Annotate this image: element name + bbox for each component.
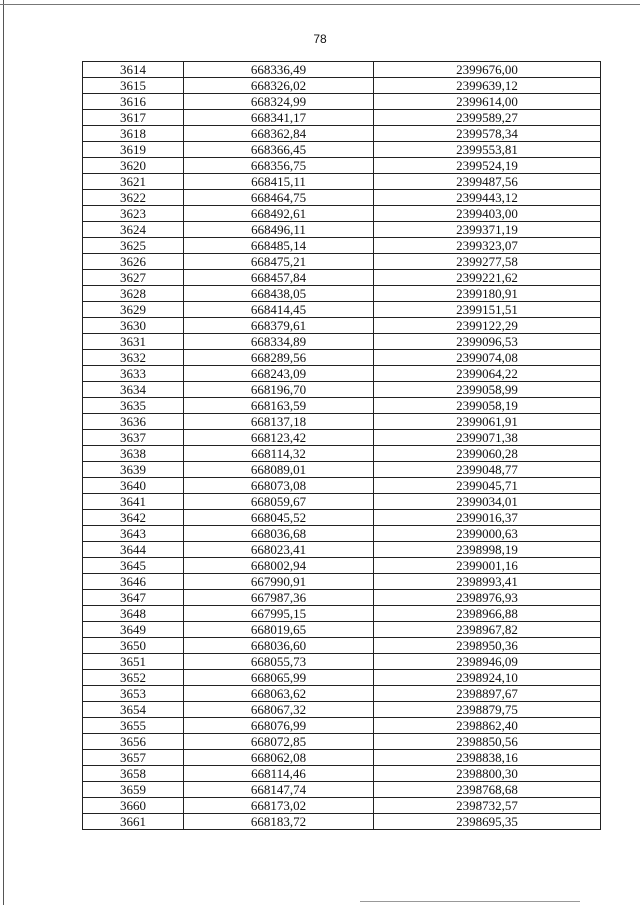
table-row — [83, 174, 601, 190]
point-number-cell: 3625 — [83, 238, 184, 254]
scan-edge-bottom — [360, 901, 580, 902]
point-number-cell: 3630 — [83, 318, 184, 334]
table-row — [83, 430, 601, 446]
point-number-cell: 3632 — [83, 350, 184, 366]
scan-edge-left — [3, 0, 4, 905]
x-coordinate-cell: 668137,18 — [184, 414, 374, 430]
point-number-cell: 3657 — [83, 750, 184, 766]
table-row — [83, 782, 601, 798]
y-coordinate-cell: 2399071,38 — [374, 430, 601, 446]
y-coordinate-cell: 2399061,91 — [374, 414, 601, 430]
table-row — [83, 62, 601, 78]
x-coordinate-cell: 668414,45 — [184, 302, 374, 318]
x-coordinate-cell: 668055,73 — [184, 654, 374, 670]
y-coordinate-cell: 2399096,53 — [374, 334, 601, 350]
y-coordinate-cell: 2399553,81 — [374, 142, 601, 158]
y-coordinate-cell: 2399323,07 — [374, 238, 601, 254]
x-coordinate-cell: 668438,05 — [184, 286, 374, 302]
point-number-cell: 3627 — [83, 270, 184, 286]
table-row — [83, 158, 601, 174]
y-coordinate-cell: 2398976,93 — [374, 590, 601, 606]
y-coordinate-cell: 2398732,57 — [374, 798, 601, 814]
x-coordinate-cell: 668002,94 — [184, 558, 374, 574]
table-row — [83, 222, 601, 238]
point-number-cell: 3623 — [83, 206, 184, 222]
x-coordinate-cell: 668045,52 — [184, 510, 374, 526]
x-coordinate-cell: 668063,62 — [184, 686, 374, 702]
point-number-cell: 3648 — [83, 606, 184, 622]
x-coordinate-cell: 668492,61 — [184, 206, 374, 222]
x-coordinate-cell: 668356,75 — [184, 158, 374, 174]
point-number-cell: 3658 — [83, 766, 184, 782]
y-coordinate-cell: 2398993,41 — [374, 574, 601, 590]
x-coordinate-cell: 668114,46 — [184, 766, 374, 782]
scan-edge-top — [0, 4, 640, 5]
point-number-cell: 3647 — [83, 590, 184, 606]
x-coordinate-cell: 668326,02 — [184, 78, 374, 94]
x-coordinate-cell: 668336,49 — [184, 62, 374, 78]
point-number-cell: 3654 — [83, 702, 184, 718]
y-coordinate-cell: 2399614,00 — [374, 94, 601, 110]
point-number-cell: 3653 — [83, 686, 184, 702]
y-coordinate-cell: 2399034,01 — [374, 494, 601, 510]
point-number-cell: 3642 — [83, 510, 184, 526]
point-number-cell: 3659 — [83, 782, 184, 798]
y-coordinate-cell: 2398998,19 — [374, 542, 601, 558]
y-coordinate-cell: 2398897,67 — [374, 686, 601, 702]
x-coordinate-cell: 668485,14 — [184, 238, 374, 254]
table-row — [83, 78, 601, 94]
x-coordinate-cell: 668324,99 — [184, 94, 374, 110]
point-number-cell: 3656 — [83, 734, 184, 750]
table-row — [83, 814, 601, 830]
point-number-cell: 3635 — [83, 398, 184, 414]
table-row — [83, 670, 601, 686]
table-row — [83, 270, 601, 286]
table-row — [83, 686, 601, 702]
x-coordinate-cell: 668065,99 — [184, 670, 374, 686]
point-number-cell: 3618 — [83, 126, 184, 142]
y-coordinate-cell: 2399045,71 — [374, 478, 601, 494]
point-number-cell: 3624 — [83, 222, 184, 238]
point-number-cell: 3628 — [83, 286, 184, 302]
table-row — [83, 318, 601, 334]
x-coordinate-cell: 668496,11 — [184, 222, 374, 238]
point-number-cell: 3617 — [83, 110, 184, 126]
point-number-cell: 3645 — [83, 558, 184, 574]
x-coordinate-cell: 668067,32 — [184, 702, 374, 718]
table-row — [83, 446, 601, 462]
y-coordinate-cell: 2399578,34 — [374, 126, 601, 142]
y-coordinate-cell: 2398838,16 — [374, 750, 601, 766]
y-coordinate-cell: 2398966,88 — [374, 606, 601, 622]
table-row — [83, 94, 601, 110]
y-coordinate-cell: 2398967,82 — [374, 622, 601, 638]
point-number-cell: 3615 — [83, 78, 184, 94]
table-row — [83, 766, 601, 782]
point-number-cell: 3616 — [83, 94, 184, 110]
table-row — [83, 606, 601, 622]
point-number-cell: 3639 — [83, 462, 184, 478]
table-row — [83, 558, 601, 574]
x-coordinate-cell: 668114,32 — [184, 446, 374, 462]
point-number-cell: 3649 — [83, 622, 184, 638]
table-row — [83, 734, 601, 750]
y-coordinate-cell: 2399403,00 — [374, 206, 601, 222]
y-coordinate-cell: 2398768,68 — [374, 782, 601, 798]
point-number-cell: 3622 — [83, 190, 184, 206]
x-coordinate-cell: 667987,36 — [184, 590, 374, 606]
table-row — [83, 254, 601, 270]
y-coordinate-cell: 2398800,30 — [374, 766, 601, 782]
page-number: 78 — [313, 32, 327, 46]
x-coordinate-cell: 668089,01 — [184, 462, 374, 478]
point-number-cell: 3631 — [83, 334, 184, 350]
y-coordinate-cell: 2398924,10 — [374, 670, 601, 686]
point-number-cell: 3638 — [83, 446, 184, 462]
x-coordinate-cell: 668147,74 — [184, 782, 374, 798]
y-coordinate-cell: 2399058,19 — [374, 398, 601, 414]
y-coordinate-cell: 2399443,12 — [374, 190, 601, 206]
x-coordinate-cell: 668183,72 — [184, 814, 374, 830]
x-coordinate-cell: 668023,41 — [184, 542, 374, 558]
table-row — [83, 206, 601, 222]
point-number-cell: 3619 — [83, 142, 184, 158]
y-coordinate-cell: 2399639,12 — [374, 78, 601, 94]
coordinates-table — [82, 61, 601, 830]
x-coordinate-cell: 668123,42 — [184, 430, 374, 446]
point-number-cell: 3660 — [83, 798, 184, 814]
point-number-cell: 3651 — [83, 654, 184, 670]
y-coordinate-cell: 2398946,09 — [374, 654, 601, 670]
x-coordinate-cell: 668062,08 — [184, 750, 374, 766]
table-row — [83, 510, 601, 526]
point-number-cell: 3641 — [83, 494, 184, 510]
y-coordinate-cell: 2398879,75 — [374, 702, 601, 718]
y-coordinate-cell: 2398862,40 — [374, 718, 601, 734]
table-row — [83, 574, 601, 590]
x-coordinate-cell: 668366,45 — [184, 142, 374, 158]
x-coordinate-cell: 668464,75 — [184, 190, 374, 206]
table-row — [83, 190, 601, 206]
x-coordinate-cell: 668243,09 — [184, 366, 374, 382]
table-row — [83, 702, 601, 718]
x-coordinate-cell: 668457,84 — [184, 270, 374, 286]
point-number-cell: 3634 — [83, 382, 184, 398]
y-coordinate-cell: 2399060,28 — [374, 446, 601, 462]
y-coordinate-cell: 2399371,19 — [374, 222, 601, 238]
y-coordinate-cell: 2399058,99 — [374, 382, 601, 398]
point-number-cell: 3655 — [83, 718, 184, 734]
y-coordinate-cell: 2399016,37 — [374, 510, 601, 526]
y-coordinate-cell: 2399589,27 — [374, 110, 601, 126]
point-number-cell: 3661 — [83, 814, 184, 830]
x-coordinate-cell: 668036,60 — [184, 638, 374, 654]
x-coordinate-cell: 668173,02 — [184, 798, 374, 814]
table-row — [83, 414, 601, 430]
x-coordinate-cell: 668076,99 — [184, 718, 374, 734]
x-coordinate-cell: 668059,67 — [184, 494, 374, 510]
x-coordinate-cell: 668379,61 — [184, 318, 374, 334]
y-coordinate-cell: 2399074,08 — [374, 350, 601, 366]
coordinates-table-body — [83, 62, 601, 830]
y-coordinate-cell: 2399524,19 — [374, 158, 601, 174]
x-coordinate-cell: 668196,70 — [184, 382, 374, 398]
y-coordinate-cell: 2398695,35 — [374, 814, 601, 830]
y-coordinate-cell: 2399676,00 — [374, 62, 601, 78]
table-row — [83, 542, 601, 558]
point-number-cell: 3629 — [83, 302, 184, 318]
x-coordinate-cell: 668289,56 — [184, 350, 374, 366]
table-row — [83, 126, 601, 142]
table-row — [83, 238, 601, 254]
table-row — [83, 398, 601, 414]
x-coordinate-cell: 668475,21 — [184, 254, 374, 270]
table-row — [83, 286, 601, 302]
x-coordinate-cell: 667990,91 — [184, 574, 374, 590]
point-number-cell: 3640 — [83, 478, 184, 494]
y-coordinate-cell: 2399151,51 — [374, 302, 601, 318]
x-coordinate-cell: 668072,85 — [184, 734, 374, 750]
point-number-cell: 3633 — [83, 366, 184, 382]
table-row — [83, 382, 601, 398]
y-coordinate-cell: 2399221,62 — [374, 270, 601, 286]
x-coordinate-cell: 668334,89 — [184, 334, 374, 350]
table-row — [83, 750, 601, 766]
table-row — [83, 302, 601, 318]
y-coordinate-cell: 2399122,29 — [374, 318, 601, 334]
point-number-cell: 3636 — [83, 414, 184, 430]
table-row — [83, 494, 601, 510]
table-row — [83, 334, 601, 350]
table-row — [83, 478, 601, 494]
y-coordinate-cell: 2399277,58 — [374, 254, 601, 270]
point-number-cell: 3643 — [83, 526, 184, 542]
point-number-cell: 3621 — [83, 174, 184, 190]
x-coordinate-cell: 668362,84 — [184, 126, 374, 142]
point-number-cell: 3614 — [83, 62, 184, 78]
x-coordinate-cell: 668036,68 — [184, 526, 374, 542]
table-row — [83, 638, 601, 654]
table-row — [83, 366, 601, 382]
point-number-cell: 3646 — [83, 574, 184, 590]
table-row — [83, 526, 601, 542]
table-row — [83, 798, 601, 814]
table-row — [83, 654, 601, 670]
y-coordinate-cell: 2398950,36 — [374, 638, 601, 654]
point-number-cell: 3650 — [83, 638, 184, 654]
point-number-cell: 3637 — [83, 430, 184, 446]
table-row — [83, 590, 601, 606]
x-coordinate-cell: 668341,17 — [184, 110, 374, 126]
x-coordinate-cell: 668415,11 — [184, 174, 374, 190]
table-row — [83, 462, 601, 478]
y-coordinate-cell: 2399064,22 — [374, 366, 601, 382]
point-number-cell: 3644 — [83, 542, 184, 558]
x-coordinate-cell: 668019,65 — [184, 622, 374, 638]
table-row — [83, 622, 601, 638]
point-number-cell: 3652 — [83, 670, 184, 686]
y-coordinate-cell: 2399001,16 — [374, 558, 601, 574]
point-number-cell: 3620 — [83, 158, 184, 174]
y-coordinate-cell: 2399487,56 — [374, 174, 601, 190]
y-coordinate-cell: 2399048,77 — [374, 462, 601, 478]
table-row — [83, 718, 601, 734]
x-coordinate-cell: 668073,08 — [184, 478, 374, 494]
x-coordinate-cell: 668163,59 — [184, 398, 374, 414]
table-row — [83, 350, 601, 366]
x-coordinate-cell: 667995,15 — [184, 606, 374, 622]
table-row — [83, 142, 601, 158]
point-number-cell: 3626 — [83, 254, 184, 270]
table-row — [83, 110, 601, 126]
y-coordinate-cell: 2399000,63 — [374, 526, 601, 542]
y-coordinate-cell: 2398850,56 — [374, 734, 601, 750]
y-coordinate-cell: 2399180,91 — [374, 286, 601, 302]
